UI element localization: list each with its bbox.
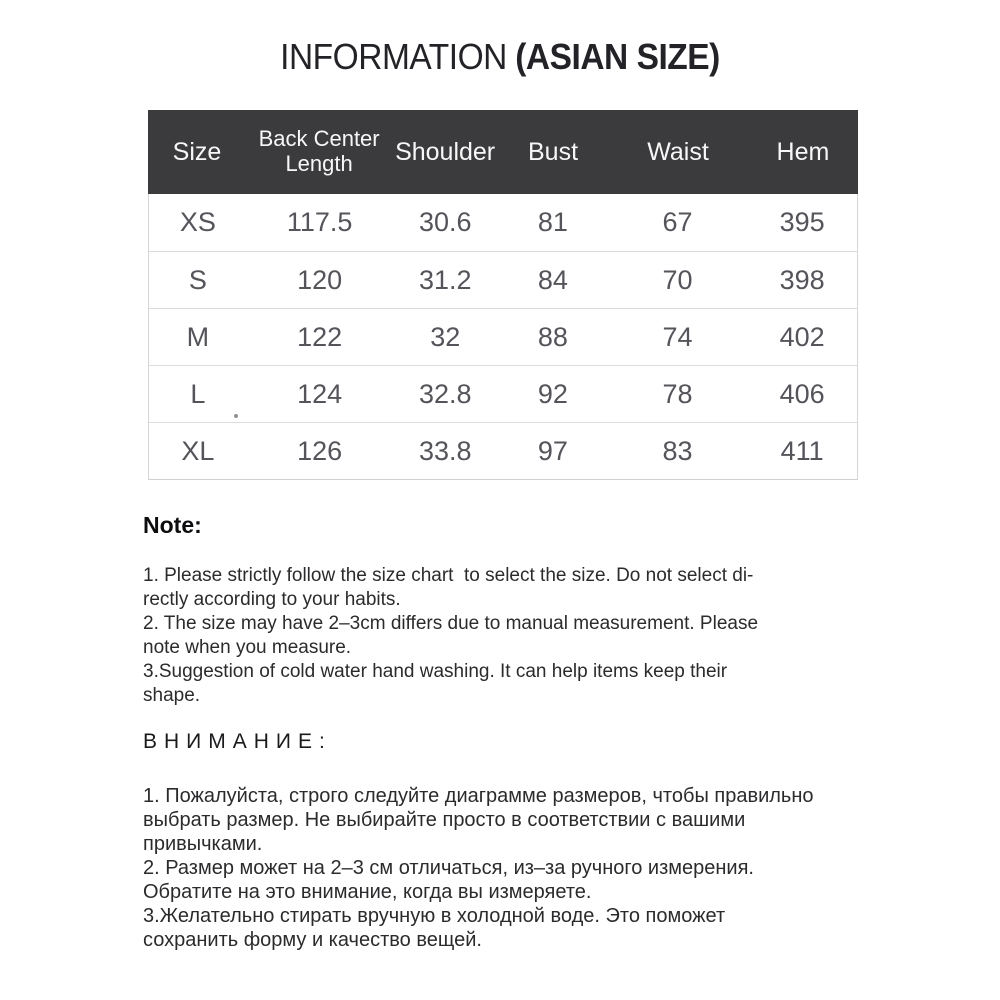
note-heading-russian: ВНИМАНИЕ:: [143, 730, 332, 753]
note-line: note when you measure.: [143, 637, 352, 658]
note-line: 2. Размер может на 2–3 см отличаться, из–за ручного измерения.: [143, 857, 754, 879]
note-line: rectly according to your habits.: [143, 589, 401, 610]
note-line: 1. Пожалуйста, строго следуйте диаграмме размеров, чтобы правильно: [143, 785, 814, 807]
size-table: [148, 110, 858, 480]
header-cell-back-center-length: Back Center Length: [258, 126, 380, 176]
header-cell-waist: Waist: [647, 138, 709, 166]
note-line: Обратите на это внимание, когда вы измеряете.: [143, 881, 592, 903]
cell-shoulder: 32: [430, 321, 461, 352]
cell-shoulder: 32.8: [419, 378, 472, 409]
cell-shoulder: 30.6: [419, 207, 472, 237]
note-line: выбрать размер. Не выбирайте просто в соответствии с вашими: [143, 809, 746, 831]
cell-back-center-length: 120: [297, 264, 343, 295]
note-block-russian: [143, 784, 814, 952]
cell-hem: 395: [779, 207, 825, 237]
header-cell-shoulder: Shoulder: [395, 138, 496, 166]
cell-waist: 78: [662, 378, 693, 409]
cell-hem: 402: [779, 321, 825, 352]
note-block-english: [143, 564, 758, 708]
size-table-body: [148, 194, 858, 480]
note-line: привычками.: [143, 833, 263, 855]
table-row-s: [149, 251, 857, 308]
cell-hem: 398: [779, 264, 825, 295]
size-table-header: [148, 110, 858, 194]
cell-waist: 74: [662, 321, 693, 352]
table-row-xs: [149, 194, 857, 251]
table-row-l: [149, 365, 857, 422]
cell-size: XS: [179, 207, 216, 237]
cell-size: S: [188, 264, 207, 295]
header-cell-bust: Bust: [528, 138, 579, 166]
cell-bust: 81: [537, 207, 568, 237]
cell-size: M: [186, 321, 210, 352]
table-row-m: [149, 308, 857, 365]
cell-bust: 97: [537, 435, 568, 466]
cell-shoulder: 31.2: [419, 264, 472, 295]
header-cell-hem: Hem: [776, 138, 830, 166]
cell-back-center-length: 126: [297, 435, 343, 466]
note-line: 3.Suggestion of cold water hand washing. It can help items keep their: [143, 661, 728, 682]
note-line: 3.Желательно стирать вручную в холодной воде. Это поможет: [143, 905, 726, 927]
cell-bust: 88: [537, 321, 568, 352]
note-heading-english: Note:: [143, 512, 202, 538]
cell-bust: 92: [537, 378, 568, 409]
cell-size: L: [190, 378, 206, 409]
note-line: сохранить форму и качество вещей.: [143, 929, 482, 951]
page-title: [35, 36, 965, 78]
note-line: 1. Please strictly follow the size chart to select the size. Do not select di-: [143, 565, 754, 586]
table-row-xl: [149, 422, 857, 479]
cell-size: XL: [181, 435, 215, 466]
page-title-light: INFORMATION: [280, 36, 507, 77]
cell-hem: 406: [779, 378, 825, 409]
cell-waist: 70: [662, 264, 693, 295]
cell-waist: 83: [662, 435, 693, 466]
header-cell-size: Size: [172, 138, 222, 166]
cell-shoulder: 33.8: [419, 435, 472, 466]
note-line: 2. The size may have 2–3cm differs due to manual measurement. Please: [143, 613, 759, 634]
cell-hem: 411: [780, 435, 824, 466]
cell-waist: 67: [662, 207, 693, 237]
cell-back-center-length: 124: [297, 378, 343, 409]
cell-bust: 84: [537, 264, 568, 295]
cell-back-center-length: 117.5: [286, 207, 353, 237]
print-speck-artifact: [234, 414, 238, 418]
note-line: shape.: [143, 685, 201, 706]
page-title-bold: (ASIAN SIZE): [515, 36, 720, 77]
cell-back-center-length: 122: [297, 321, 343, 352]
